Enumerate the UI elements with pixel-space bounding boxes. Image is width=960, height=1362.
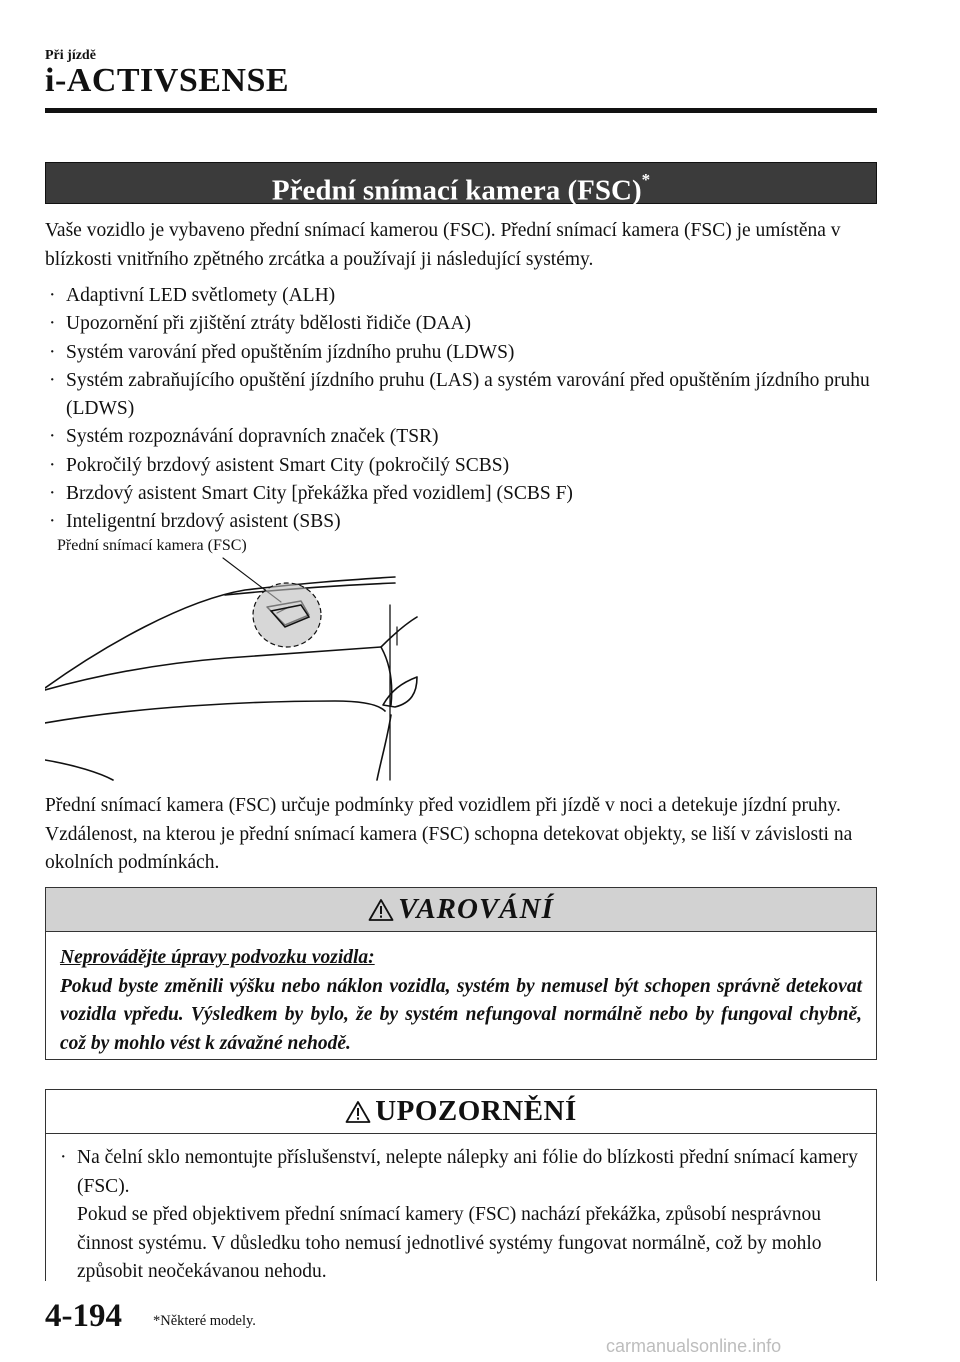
list-item-text: Pokročilý brzdový asistent Smart City (pokročilý SCBS) bbox=[66, 454, 510, 476]
breadcrumb: Při jízdě bbox=[45, 48, 96, 63]
bullet-icon: · bbox=[49, 454, 56, 476]
intro-paragraph: Vaše vozidlo je vybaveno přední snímací kamerou (FSC). Přední snímací kamera (FSC) je umístěna v blízkosti vnitřního zpětného zrcátka a používají ji následující systémy. bbox=[45, 220, 841, 270]
side-mirror bbox=[383, 677, 417, 707]
warning-body bbox=[46, 932, 876, 1058]
bullet-icon: · bbox=[60, 1147, 67, 1168]
warning-header bbox=[46, 888, 876, 932]
dashboard-curve bbox=[45, 701, 385, 723]
list-item bbox=[45, 310, 877, 338]
list-item bbox=[45, 367, 877, 424]
list-item-text: Adaptivní LED světlomety (ALH) bbox=[66, 285, 336, 306]
systems-list bbox=[45, 282, 877, 537]
list-item bbox=[45, 423, 877, 451]
section-title-bar bbox=[45, 162, 877, 207]
caution-box bbox=[45, 1089, 877, 1281]
warning-title: VAROVÁNÍ bbox=[398, 893, 554, 925]
bullet-icon: · bbox=[49, 483, 56, 505]
chapter-title: i-ACTIVSENSE bbox=[45, 62, 290, 99]
warning-triangle-icon bbox=[368, 898, 394, 922]
a-pillar bbox=[381, 617, 417, 647]
list-item-text: Inteligentní brzdový asistent (SBS) bbox=[66, 511, 341, 533]
windshield-bottom-edge bbox=[45, 647, 381, 690]
list-item bbox=[45, 339, 877, 367]
caution-note-text: Pokud se před objektivem přední snímací kamery (FSC) nachází překážka, způsobí nesprávnou činnost systému. V důsledku toho nemusí jednotlivé systémy fungovat normálně, což by mohlo způsobit neočekávanou nehodu. bbox=[77, 1204, 822, 1282]
hood-right bbox=[377, 715, 391, 780]
windshield-camera-illustration bbox=[45, 555, 465, 785]
bullet-icon: · bbox=[49, 369, 56, 391]
windshield-top-edge bbox=[45, 577, 395, 688]
warning-subtitle: Neprovádějte úpravy podvozku vozidla: bbox=[60, 947, 375, 968]
warning-box bbox=[45, 887, 877, 1060]
warning-text: Pokud byste změnili výšku nebo náklon vozidla, systém by nemusel být schopen správně detekovat vozidla vpředu. Výsledkem by bylo, že by systém nefungoval normálně nebo by fungoval chybně, což by mohlo vést k závažné nehodě. bbox=[60, 975, 862, 1054]
list-item bbox=[45, 508, 877, 536]
caution-triangle-icon bbox=[345, 1100, 371, 1124]
list-item bbox=[45, 452, 877, 480]
list-item-text: Brzdový asistent Smart City [překážka před vozidlem] (SCBS F) bbox=[66, 483, 573, 505]
model-asterisk: * bbox=[641, 170, 651, 189]
camera-highlight-dashed-circle bbox=[253, 583, 321, 647]
list-item-text: Systém rozpoznávání dopravních značek (TSR) bbox=[66, 426, 439, 448]
caution-item bbox=[60, 1144, 862, 1287]
figure-callout-label: Přední snímací kamera (FSC) bbox=[57, 537, 247, 554]
footnote: *Některé modely. bbox=[153, 1313, 256, 1329]
caution-item-text: Na čelní sklo nemontujte příslušenství, nelepte nálepky ani fólie do blízkosti přední snímací kamery (FSC). bbox=[77, 1147, 858, 1197]
watermark: carmanualsonline.info bbox=[606, 1336, 782, 1356]
description-paragraph: Přední snímací kamera (FSC) určuje podmínky před vozidlem při jízdě v noci a detekuje jízdní pruhy. Vzdálenost, na kterou je přední snímací kamera (FSC) schopna detekovat objekty, se liší v závislosti na okolních podmínkách. bbox=[45, 795, 853, 873]
caution-header bbox=[46, 1090, 876, 1134]
bullet-icon: · bbox=[49, 511, 56, 533]
list-item-text: Systém zabraňujícího opuštění jízdního pruhu (LAS) a systém varování před opuštěním jízdního pruhu (LDWS) bbox=[66, 369, 870, 420]
title-rule bbox=[45, 108, 877, 113]
caution-body bbox=[46, 1134, 876, 1287]
bullet-icon: · bbox=[49, 285, 56, 306]
section-title: Přední snímací kamera (FSC) bbox=[271, 174, 642, 207]
bullet-icon: · bbox=[49, 341, 56, 363]
caution-title: UPOZORNĚNÍ bbox=[375, 1095, 577, 1127]
list-item bbox=[45, 480, 877, 508]
hood-left bbox=[45, 760, 113, 780]
list-item-text: Systém varování před opuštěním jízdního pruhu (LDWS) bbox=[66, 341, 515, 363]
list-item-text: Upozornění při zjištění ztráty bdělosti řidiče (DAA) bbox=[66, 313, 472, 335]
page-number: 4-194 bbox=[45, 1298, 122, 1334]
bullet-icon: · bbox=[49, 426, 56, 448]
bullet-icon: · bbox=[49, 313, 56, 335]
list-item bbox=[45, 282, 877, 310]
